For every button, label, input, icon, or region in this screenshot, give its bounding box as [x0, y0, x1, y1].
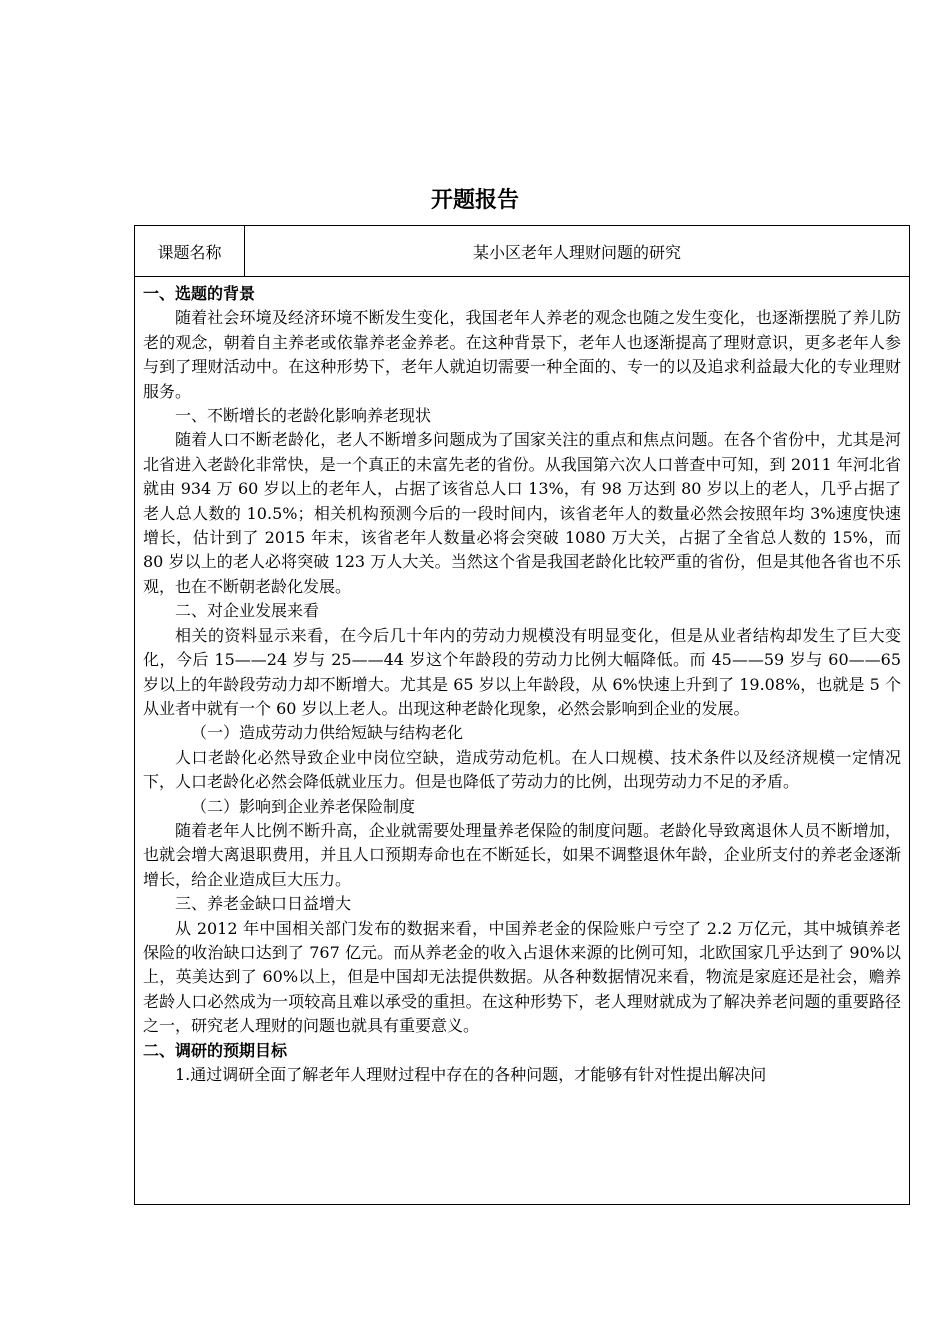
page-title: 开题报告	[430, 188, 519, 213]
topic-label: 课题名称	[135, 226, 245, 276]
paragraph: 随着人口不断老龄化，老人不断增多问题成为了国家关注的重点和焦点问题。在各个省份中，尤其是河北省进入老龄化非常快，是一个真正的未富先老的省份。从我国第六次人口普查中可知，到 2011 年河北省就由 934 万 60 岁以上的老年人，占据了该省总人口 13%，有 98 万达到 80 岁以上的老人，几乎占据了老人总人数的 10.5%；相关机构预测今后的一段时间内，该省老年人的数量必然会按照年均 3%速度快速增长，估计到了 2015 年末，该省老年人数量必将会突破 1080 万大关，占据了全省总人数的 15%，而 80 岁以上的老人必将突破 123 万人大关。当然这个省是我国老龄化比较严重的省份，但是其他各省也不乐观，也在不断朝老龄化发展。	[143, 430, 901, 596]
topic-value: 某小区老年人理财问题的研究	[472, 242, 681, 262]
section-heading-background: 一、选题的背景	[143, 284, 256, 303]
paragraph: 随着社会环境及经济环境不断发生变化，我国老年人养老的观念也随之发生变化，也逐渐摆脱了养儿防老的观念，朝着自主养老或依靠养老金养老。在这种背景下，老年人也逐渐提高了理财意识，更多老年人参与到了理财活动中。在这种形势下，老年人就迫切需要一种全面的、专一的以及追求利益最大化的专业理财服务。	[143, 308, 901, 401]
paragraph: 随着老年人比例不断升高，企业就需要处理量养老保险的制度问题。老龄化导致离退休人员不断增加，也就会增大离退职费用，并且人口预期寿命也在不断延长，如果不调整退休年龄，企业所支付的养老金逐渐增长，给企业造成巨大压力。	[143, 820, 901, 889]
topic-row	[135, 226, 909, 277]
paragraph: 从 2012 年中国相关部门发布的数据来看，中国养老金的保险账户亏空了 2.2 万亿元，其中城镇养老保险的收治缺口达到了 767 亿元。而从养老金的收入占退休来源的比例可知，北欧国家几乎达到了 90%以上，英美达到了 60%以上，但是中国却无法提供数据。从各种数据情况来看，物流是家庭还是社会，赡养老龄人口必然成为一项较高且难以承受的重担。在这种形势下，老人理财就成为了解决养老问题的重要路径之一，研究老人理财的问题也就具有重要意义。	[143, 918, 901, 1036]
subheading: （二）影响到企业养老保险制度	[191, 796, 416, 816]
paragraph: 相关的资料显示来看，在今后几十年内的劳动力规模没有明显变化，但是从业者结构却发生了巨大变化，今后 15——24 岁与 25——44 岁这个年龄段的劳动力比例大幅降低。而 45——59 岁与 60——65 岁以上的年龄段劳动力却不断增大。尤其是 65 岁以上年龄段，从 6%快速上升到了 19.08%，也就是 5 个从业者中就有一个 60 岁以上老人。出现这种老龄化现象，必然会影响到企业的发展。	[143, 625, 901, 718]
report-table	[134, 225, 910, 1205]
paragraph: 1.通过调研全面了解老年人理财过程中存在的各种问题，才能够有针对性提出解决问	[175, 1065, 767, 1084]
section-heading-goals: 二、调研的预期目标	[143, 1040, 288, 1060]
subheading: （一）造成劳动力供给短缺与结构老化	[191, 723, 464, 743]
paragraph: 人口老龄化必然导致企业中岗位空缺，造成劳动危机。在人口规模、技术条件以及经济规模一定情况下，人口老龄化必然会降低就业压力。但是也降低了劳动力的比例，出现劳动力不足的矛盾。	[143, 747, 901, 792]
subheading: 一、不断增长的老龄化影响养老现状	[175, 406, 432, 426]
report-body	[135, 277, 909, 1087]
subheading: 三、养老金缺口日益增大	[175, 894, 352, 914]
subheading: 二、对企业发展来看	[175, 601, 320, 621]
